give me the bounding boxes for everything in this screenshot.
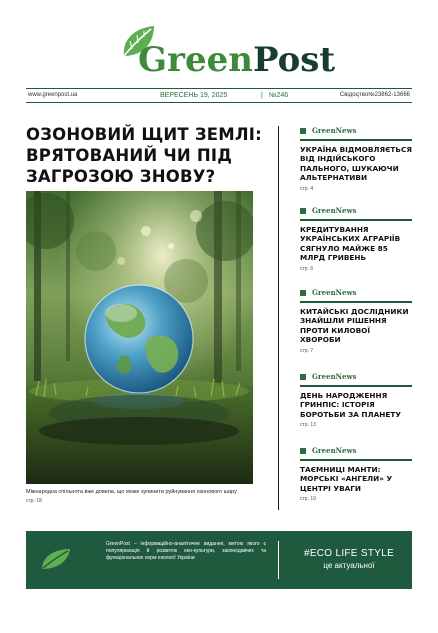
square-bullet-icon	[300, 208, 306, 214]
section-tag: GreenNews	[300, 206, 412, 216]
article-page-ref[interactable]: стр. 18	[26, 498, 42, 504]
news-title[interactable]: ТАЄМНИЦІ МАНТИ: МОРСЬКІ «АНГЕЛИ» У ЦЕНТРІ УВАГИ	[300, 464, 393, 493]
logo-part-green: Green	[138, 40, 253, 80]
footer-slogan-sub: це актуальної	[323, 561, 375, 570]
logo-wordmark[interactable]	[138, 40, 335, 80]
news-title[interactable]: КИТАЙСЬКІ ДОСЛІДНИКИ ЗНАЙШЛИ РІШЕННЯ ПРОТИ КИЛОВОЇ ХВОРОБИ	[300, 306, 409, 344]
info-bar	[26, 88, 412, 103]
news-title[interactable]: КРЕДИТУВАННЯ УКРАЇНСЬКИХ АГРАРІЇВ СЯГНУЛО МАЙЖЕ 85 МЛРД ГРИВЕНЬ	[300, 224, 401, 262]
news-rule	[300, 459, 412, 461]
news-page-ref: стр. 19	[300, 496, 316, 502]
square-bullet-icon	[300, 448, 306, 454]
section-tag: GreenNews	[300, 372, 412, 382]
news-item[interactable]	[300, 372, 412, 428]
masthead	[0, 0, 438, 86]
news-rule	[300, 139, 412, 141]
news-page-ref: стр. 13	[300, 422, 316, 428]
news-rule	[300, 219, 412, 221]
site-url[interactable]: www.greenpost.ua	[28, 92, 78, 98]
news-rule	[300, 385, 412, 387]
news-item[interactable]	[300, 446, 412, 502]
footer-divider	[278, 541, 279, 579]
article-photo[interactable]	[26, 191, 253, 484]
issue-number: №246	[269, 92, 289, 99]
square-bullet-icon	[300, 128, 306, 134]
news-item[interactable]	[300, 126, 412, 192]
certificate-number: Свідоцтво№23862-13666	[339, 92, 410, 98]
section-tag: GreenNews	[300, 126, 412, 136]
photo-caption: Міжнародна спільнота вже довела, що може зупинити руйнування озонового шару	[26, 489, 237, 495]
news-item[interactable]	[300, 206, 412, 272]
square-bullet-icon	[300, 290, 306, 296]
logo-part-post: Post	[252, 40, 336, 80]
footer-banner	[26, 531, 412, 589]
footer-description: GreenPost – інформаційно-аналітичне видання, метою якого є популяризація й розвиток еко-культури, законодавчих та функціональних норм екології України	[106, 541, 266, 561]
section-tag: GreenNews	[300, 288, 412, 298]
news-item[interactable]	[300, 288, 412, 354]
section-tag: GreenNews	[300, 446, 412, 456]
news-title[interactable]: ДЕНЬ НАРОДЖЕННЯ ГРИНПІС: ІСТОРІЯ БОРОТЬБИ ЗА ПЛАНЕТУ	[300, 390, 401, 419]
leaf-icon	[40, 547, 72, 571]
column-divider	[278, 126, 279, 510]
news-page-ref: стр. 6	[300, 265, 314, 272]
main-headline[interactable]: ОЗОНОВИЙ ЩИТ ЗЕМЛІ: ВРЯТОВАНИЙ ЧИ ПІД ЗАГРОЗОЮ ЗНОВУ?	[26, 125, 262, 186]
globe-photo-illustration	[26, 191, 253, 484]
info-separator: |	[261, 92, 263, 99]
issue-date: ВЕРЕСЕНЬ 19, 2025	[160, 92, 228, 99]
news-page-ref: стр. 7	[300, 347, 314, 354]
square-bullet-icon	[300, 374, 306, 380]
footer-slogan[interactable]: #ECO LIFE STYLE	[303, 548, 395, 559]
news-rule	[300, 301, 412, 303]
news-page-ref: стр. 4	[300, 185, 314, 192]
news-title[interactable]: УКРАЇНА ВІДМОВЛЯЄТЬСЯ ВІД ІНДІЙСЬКОГО ПАЛЬНОГО, ШУКАЮЧИ АЛЬТЕРНАТИВИ	[300, 144, 412, 182]
